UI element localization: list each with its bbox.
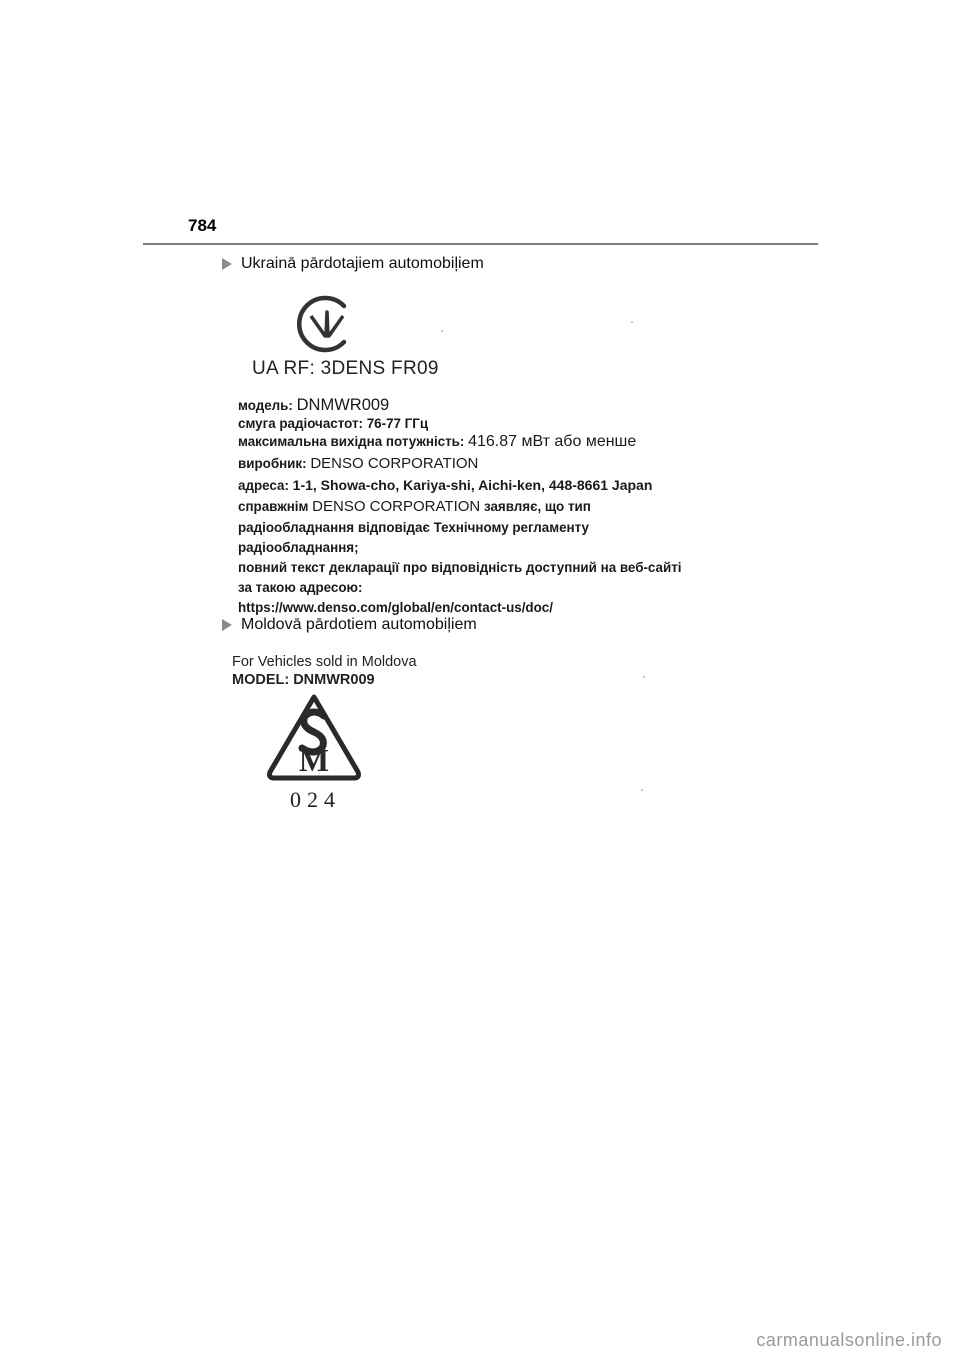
ua-maker-line	[238, 455, 718, 473]
ua-model-value: DNMWR009	[296, 396, 390, 414]
ua-band-line	[238, 416, 718, 432]
ua-address-value: 1-1, Showa-cho, Kariya-shi, Aichi-ken, 448-8661 Japan	[292, 477, 653, 494]
page-number: 784	[188, 216, 217, 235]
ua-model-label: модель:	[238, 398, 293, 413]
sm-conformity-mark-icon	[264, 692, 364, 784]
ua-maker-value: DENSO CORPORATION	[310, 455, 479, 473]
md-label-block	[232, 653, 417, 689]
ua-decl-text: справжнім	[238, 499, 309, 515]
ua-power-label: максимальна вихідна потужність:	[238, 433, 465, 449]
ua-maker-label: виробник:	[238, 456, 307, 472]
scan-speck	[441, 330, 443, 332]
ua-decl-line-2: радіообладнання відповідає Технічному регламенту	[238, 520, 589, 536]
ua-decl-line-1	[238, 498, 718, 516]
watermark: carmanualsonline.info	[756, 1330, 942, 1350]
ua-power-line	[238, 432, 718, 451]
ua-decl-text: заявляє, що тип	[483, 499, 591, 515]
triangle-bullet-icon	[222, 619, 232, 631]
md-model: MODEL: DNMWR009	[232, 672, 375, 689]
section-heading-text: Ukrainā pārdotajiem automobiļiem	[241, 255, 484, 272]
scan-speck	[641, 789, 643, 791]
md-code: 024	[290, 787, 341, 812]
ua-band-label: смуга радіочастот:	[238, 415, 363, 431]
svg-text:M: M	[298, 742, 330, 778]
scan-speck	[643, 676, 645, 678]
section-heading-text: Moldovā pārdotiem automobiļiem	[241, 616, 477, 633]
ua-decl-line-4: повний текст декларації про відповідність доступний на веб-сайті	[238, 560, 682, 576]
ua-decl-line-5: за такою адресою:	[238, 580, 363, 596]
ua-model-line	[238, 396, 718, 416]
ua-decl-line-3: радіообладнання;	[238, 540, 359, 556]
ua-decl-company: DENSO CORPORATION	[312, 498, 481, 516]
ua-declaration	[238, 396, 718, 617]
scan-speck	[631, 321, 633, 323]
ua-address-line	[238, 477, 718, 494]
ua-power-value: 416.87 мВт або менше	[468, 432, 637, 450]
header-rule	[143, 243, 818, 245]
triangle-bullet-icon	[222, 258, 232, 270]
ua-address-label: адреса:	[238, 478, 289, 494]
ua-url: https://www.denso.com/global/en/contact-us/doc/	[238, 600, 553, 616]
section-heading-moldova	[222, 616, 477, 634]
md-title: For Vehicles sold in Moldova	[232, 654, 417, 670]
section-heading-ukraine	[222, 255, 484, 273]
ua-rf-code: UA RF: 3DENS FR09	[252, 358, 439, 379]
ua-conformity-mark-icon	[297, 294, 357, 354]
ua-band-value: 76-77 ГГц	[366, 415, 429, 431]
